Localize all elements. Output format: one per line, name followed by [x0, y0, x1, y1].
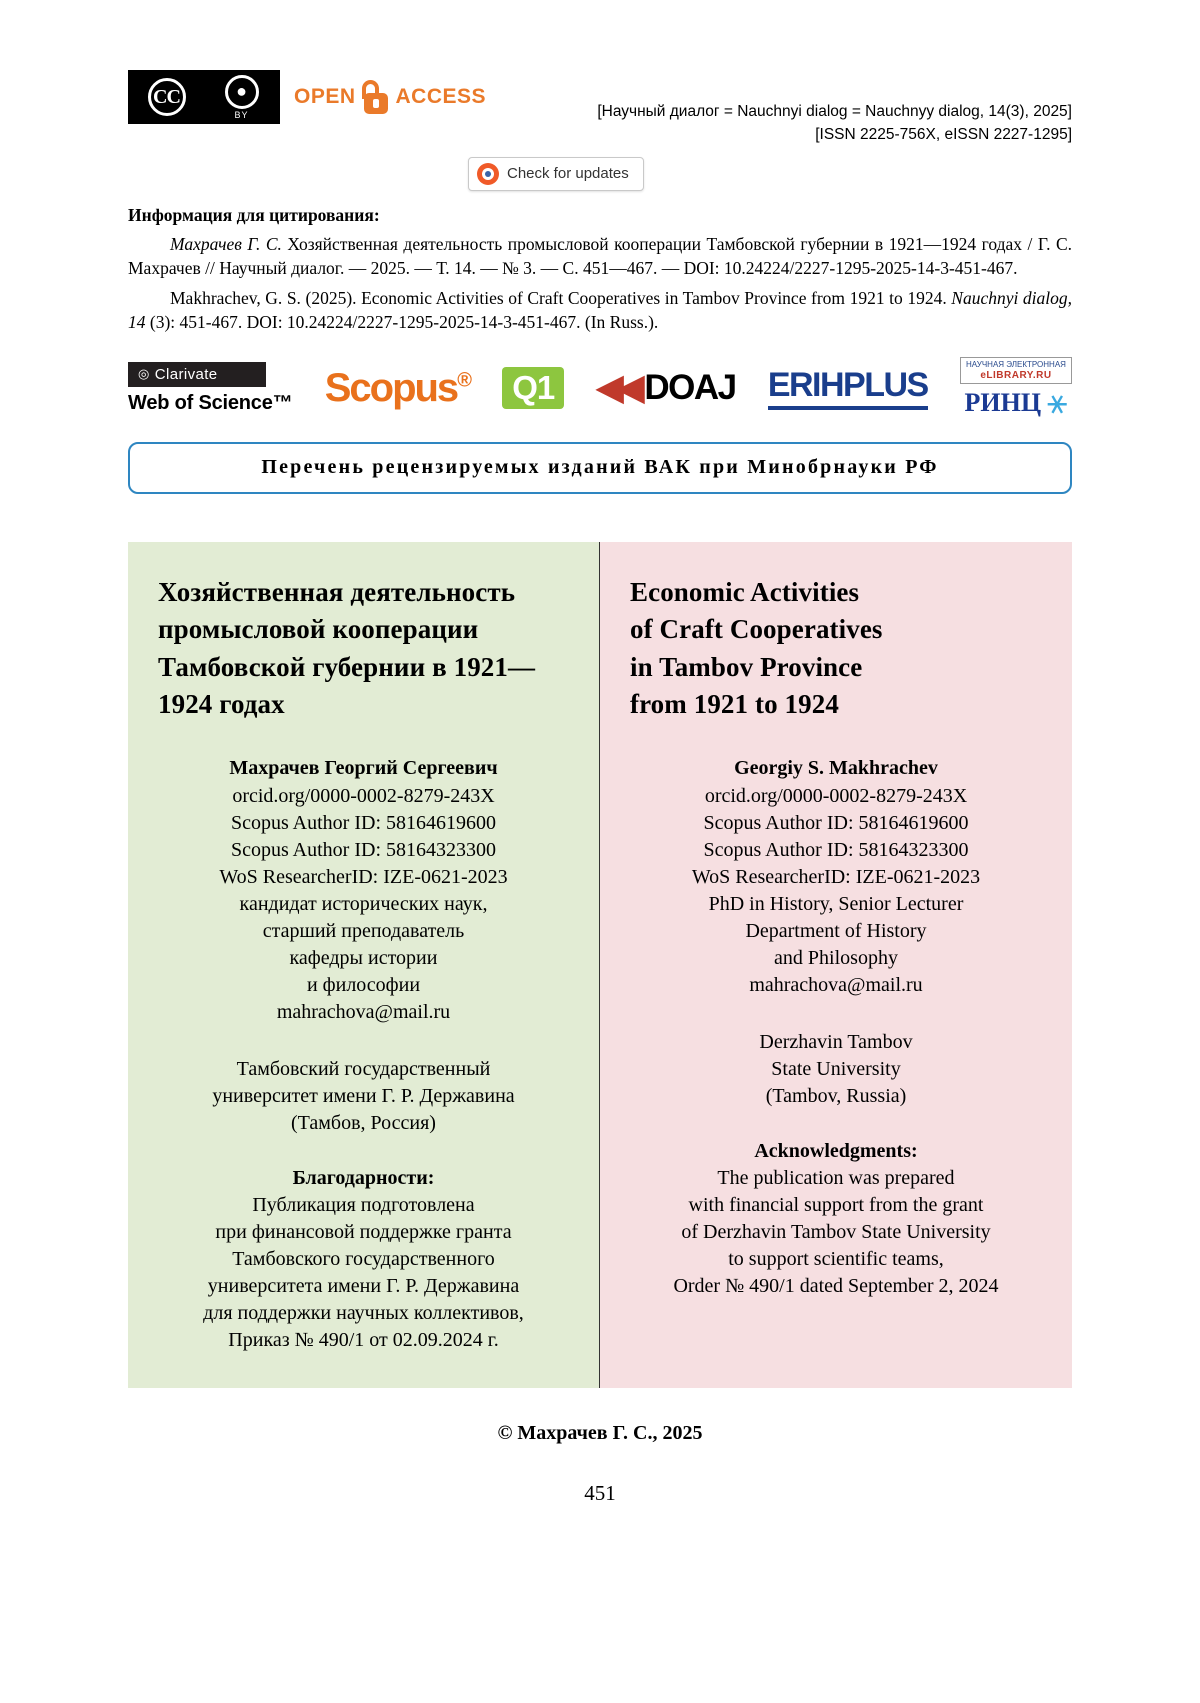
scopus-label: Scopus	[324, 365, 458, 410]
open-access-label-access: ACCESS	[395, 85, 487, 108]
vak-banner: Перечень рецензируемых изданий ВАК при Минобрнауки РФ	[128, 442, 1072, 494]
journal-title-line: [Научный диалог = Nauchnyi dialog = Nauchnyy dialog, 14(3), 2025]	[597, 103, 1072, 120]
erihplus-logo: ERIHPLUS	[768, 366, 928, 410]
author-degree-en: PhD in History, Senior Lecturer	[708, 893, 964, 916]
article-title-en-line-1: Economic Activities	[630, 577, 860, 608]
author-email-en[interactable]: mahrachova@mail.ru	[749, 974, 923, 997]
acknowledgments-line-3-ru: Тамбовского государственного	[232, 1248, 495, 1271]
open-access-label-open: OPEN	[294, 85, 356, 108]
article-title-en	[630, 574, 1042, 723]
page-header	[128, 70, 1072, 147]
acknowledgments-line-5-en: Order № 490/1 dated September 2, 2024	[673, 1275, 999, 1298]
author-name-ru: Махрачев Георгий Сергеевич	[229, 757, 498, 780]
author-wos-id-ru: WoS ResearcherID: IZE-0621-2023	[219, 866, 508, 889]
acknowledgments-line-1-ru: Публикация подготовлена	[252, 1194, 475, 1217]
acknowledgments-line-4-ru: университета имени Г. Р. Державина	[207, 1275, 520, 1298]
open-access-badge	[294, 80, 486, 114]
doaj-logo	[596, 368, 735, 408]
check-for-updates-button[interactable]	[468, 157, 644, 191]
author-scopus-id-1-ru: Scopus Author ID: 58164619600	[231, 812, 496, 835]
article-title-ru: Хозяйственная деятельность промысловой кооперации Тамбовской губернии в 1921—1924 годах	[158, 577, 536, 719]
affiliation-line-3-ru: (Тамбов, Россия)	[291, 1112, 436, 1135]
affiliation-line-1-ru: Тамбовский государственный	[236, 1058, 491, 1081]
bilingual-panels	[128, 542, 1072, 1388]
rinc-label: РИНЦ	[964, 388, 1042, 418]
affiliation-line-2-en: State University	[771, 1058, 901, 1081]
acknowledgments-heading-ru: Благодарности:	[292, 1167, 435, 1190]
open-lock-icon	[361, 80, 391, 114]
web-of-science-label: Web of Science™	[128, 391, 293, 414]
author-department-2-en: and Philosophy	[774, 947, 898, 970]
affiliation-line-3-en: (Tambov, Russia)	[765, 1085, 907, 1108]
acknowledgments-line-2-en: with financial support from the grant	[688, 1194, 984, 1217]
author-orcid-en[interactable]: orcid.org/0000-0002-8279-243X	[704, 785, 968, 808]
author-degree-ru: кандидат исторических наук,	[239, 893, 488, 916]
acknowledgments-line-2-ru: при финансовой поддержке гранта	[215, 1221, 512, 1244]
page-number: 451	[584, 1481, 616, 1506]
indexing-logos	[128, 352, 1072, 424]
elibrary-rinc-logo	[960, 357, 1072, 422]
creative-commons-by-icon: CC ● BY	[128, 70, 280, 124]
acknowledgments-line-1-en: The publication was prepared	[717, 1167, 955, 1190]
copyright-line: © Махрачев Г. С., 2025	[497, 1422, 703, 1445]
quartile-badge: Q1	[502, 367, 564, 409]
scopus-logo: Scopus®	[324, 365, 470, 410]
check-for-updates-label: Check for updates	[507, 165, 629, 182]
citation-english	[128, 286, 1072, 334]
panel-english	[600, 542, 1072, 1388]
affiliation-line-2-ru: университет имени Г. Р. Державина	[212, 1085, 515, 1108]
author-scopus-id-2-ru: Scopus Author ID: 58164323300	[231, 839, 496, 862]
journal-issn-line: [ISSN 2225-756X, eISSN 2227-1295]	[815, 126, 1072, 144]
article-title-en-line-2: of Craft Cooperatives	[630, 614, 883, 645]
article-title-en-line-3: in Tambov Province	[630, 651, 863, 682]
web-of-science-logo	[128, 362, 292, 415]
elibrary-label: eLIBRARY.RU	[980, 369, 1052, 381]
cc-by-label: BY	[234, 109, 249, 120]
doaj-mark-icon: ◀◀	[596, 368, 639, 408]
crossmark-icon	[477, 163, 499, 185]
author-email-ru[interactable]: mahrachova@mail.ru	[276, 1001, 451, 1024]
citation-russian	[128, 232, 1072, 280]
elibrary-sub-label: НАУЧНАЯ ЭЛЕКТРОННАЯ	[965, 360, 1066, 370]
author-wos-id-en: WoS ResearcherID: IZE-0621-2023	[691, 866, 981, 889]
journal-issue-meta	[597, 70, 1072, 147]
author-scopus-id-2-en: Scopus Author ID: 58164323300	[703, 839, 969, 862]
author-department-2-ru: и философии	[306, 974, 421, 997]
author-orcid-ru[interactable]: orcid.org/0000-0002-8279-243X	[232, 785, 495, 808]
author-name-en: Georgiy S. Makhrachev	[734, 757, 938, 780]
acknowledgments-line-5-ru: для поддержки научных коллективов,	[203, 1302, 524, 1325]
acknowledgments-line-3-en: of Derzhavin Tambov State University	[681, 1221, 991, 1244]
clarivate-mark-icon: ◎	[138, 366, 150, 382]
acknowledgments-heading-en: Acknowledgments:	[754, 1140, 918, 1163]
citation-en-text-1: Makhrachev, G. S. (2025). Economic Activities of Craft Cooperatives in Tambov Province from 1921 to 1924.	[170, 287, 952, 308]
rinc-figure-icon: ⚹	[1047, 384, 1068, 422]
clarivate-label: Clarivate	[154, 365, 218, 383]
panel-russian	[128, 542, 600, 1388]
doaj-label: DOAJ	[644, 368, 736, 408]
acknowledgments-line-4-en: to support scientific teams,	[728, 1248, 944, 1271]
author-department-1-ru: кафедры истории	[289, 947, 438, 970]
author-department-1-en: Department of History	[745, 920, 927, 943]
citation-ru-text: Хозяйственная деятельность промысловой кооперации Тамбовской губернии в 1921—1924 годах / Г. С. Махрачев // Научный диалог. — 2025. — Т. 14. — № 3. — С. 451—467. — DOI: 10.24224/2227-1295-2025-14-3-451-467.	[128, 233, 1072, 278]
citation-en-journal: Nauchnyi dialog, 14	[128, 287, 1072, 332]
affiliation-line-1-en: Derzhavin Tambov	[759, 1031, 913, 1054]
author-position-ru: старший преподаватель	[262, 920, 465, 943]
citation-heading: Информация для цитирования:	[128, 204, 380, 225]
citation-en-text-2: (3): 451-467. DOI: 10.24224/2227-1295-2025-14-3-451-467. (In Russ.).	[145, 311, 659, 332]
citation-ru-author: Махрачев Г. С.	[170, 233, 282, 254]
acknowledgments-line-6-ru: Приказ № 490/1 от 02.09.2024 г.	[228, 1329, 499, 1352]
article-title-en-line-4: from 1921 to 1924	[630, 688, 839, 719]
author-scopus-id-1-en: Scopus Author ID: 58164619600	[703, 812, 969, 835]
license-badges	[128, 70, 486, 124]
